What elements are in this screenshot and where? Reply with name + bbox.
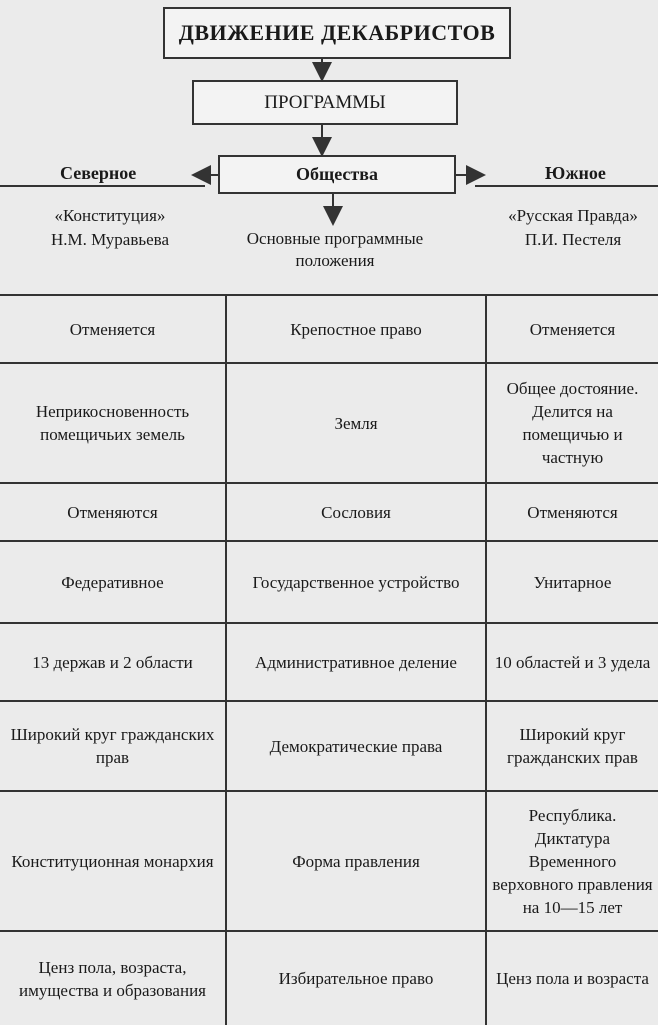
south-society-label: Южное [545, 163, 606, 183]
south-value-cell: Отменяется [529, 319, 616, 339]
north-value-cell: 13 держав и 2 области [32, 652, 193, 672]
topic-cell: Крепостное право [290, 319, 422, 339]
societies-box [218, 155, 456, 194]
diagram-title: ДВИЖЕНИЕ ДЕКАБРИСТОВ [178, 20, 496, 45]
topic-cell: Форма правления [292, 851, 420, 871]
main-provisions-label: Основные программные положения [246, 229, 424, 270]
programs-label: ПРОГРАММЫ [264, 91, 386, 113]
topic-cell: Земля [334, 413, 378, 433]
north-underline [0, 185, 205, 187]
south-underline [475, 185, 658, 187]
south-program: «Русская Правда» П.И. Пестеля [508, 206, 638, 249]
north-value-cell: Отменяются [67, 502, 158, 522]
south-value-cell: Общее достояние. Делится на помещичью и частную [506, 379, 639, 467]
south-value-cell: 10 областей и 3 удела [494, 652, 651, 672]
north-value-cell: Ценз пола, возраста, имущества и образования [18, 957, 206, 1000]
south-value-cell: Широкий круг гражданских прав [507, 725, 638, 767]
topic-cell: Сословия [321, 502, 391, 522]
north-value-cell: Широкий круг гражданских прав [10, 725, 215, 767]
south-value-cell: Ценз пола и возраста [496, 969, 649, 988]
societies-label: Общества [296, 164, 378, 184]
north-value-cell: Отменяется [69, 319, 156, 339]
topic-cell: Государственное устройство [252, 572, 460, 592]
north-value-cell: Неприкосновенность помещичьих земель [35, 402, 190, 444]
north-society-label: Северное [60, 163, 137, 183]
south-value-cell: Республика. Диктатура Временного верховного правления на 10—15 лет [492, 805, 653, 917]
programs-box [192, 80, 458, 125]
north-program: «Конституция» Н.М. Муравьева [50, 206, 170, 249]
north-value-cell: Федеративное [61, 572, 164, 592]
topic-cell: Административное деление [255, 652, 457, 672]
topic-cell: Избирательное право [278, 969, 434, 988]
north-value-cell: Конституционная монархия [11, 851, 214, 871]
title-box [163, 7, 511, 59]
south-value-cell: Унитарное [533, 572, 612, 592]
topic-cell: Демократические права [269, 736, 443, 756]
south-value-cell: Отменяются [527, 502, 618, 522]
